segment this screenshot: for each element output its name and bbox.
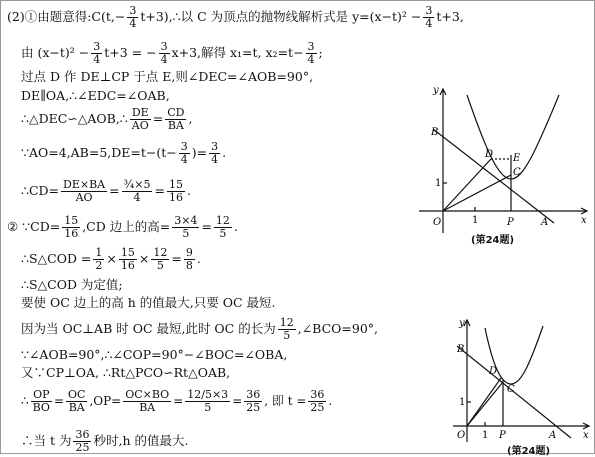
fraction: $\frac{3}{4}$ <box>160 40 168 66</box>
text: 由 (x−t)² − <box>21 45 90 60</box>
label-p: P <box>499 430 506 441</box>
line-14: 又∵CP⊥OA, ∴Rt△PCO∽Rt△OAB, <box>21 365 231 380</box>
line-16 <box>21 429 188 454</box>
text: = <box>173 394 184 408</box>
fraction: $\frac{9}{8}$ <box>185 246 193 272</box>
line-2 <box>21 41 323 66</box>
text: = <box>171 251 182 266</box>
fraction: $\frac{CD}{BA}$ <box>167 106 185 132</box>
figure-1-caption: (第24题) <box>471 235 515 246</box>
label-c: C <box>513 167 521 178</box>
fraction: $\frac{3}{4}$ <box>307 40 315 66</box>
text: ∵AO=4,AB=5,DE=t−(t− <box>21 145 177 160</box>
text: ,CD 边上的高= <box>82 219 171 234</box>
label-one-x: 1 <box>472 215 479 226</box>
label-e: E <box>513 153 521 164</box>
line-9 <box>21 247 201 272</box>
fraction: $\frac{3}{4}$ <box>425 4 433 30</box>
fraction: $\frac{DE}{AO}$ <box>131 106 149 132</box>
segment-oc <box>443 175 511 211</box>
line-12 <box>21 317 378 342</box>
text: = <box>53 394 65 408</box>
figure-2-graph <box>445 316 593 446</box>
fraction: $\frac{12}{5}$ <box>215 214 230 240</box>
label-c: C <box>507 384 515 395</box>
line-3: 过点 D 作 DE⊥CP 于点 E,则∠DEC=∠AOB=90°, <box>21 69 314 84</box>
fraction: $\frac{15}{16}$ <box>64 214 79 240</box>
line-15 <box>21 389 332 414</box>
text: t+3),∴以 C 为顶点的抛物线解析式是 y=(x−t)² − <box>140 9 422 24</box>
text: x+3,解得 x₁=t, x₂=t− <box>171 45 304 60</box>
fraction: $\frac{12/5\times 3}{5}$ <box>187 388 229 414</box>
line-7 <box>21 179 191 204</box>
line-11: 要使 OC 边上的高 h 的值最大,只要 OC 最短. <box>21 295 276 310</box>
text: . <box>233 219 238 234</box>
label-d: D <box>489 366 498 377</box>
line-4: DE∥OA,∴∠EDC=∠OAB, <box>21 88 170 103</box>
label-b: B <box>457 344 465 355</box>
fraction: $\frac{OC}{BA}$ <box>68 388 86 414</box>
label-p: P <box>507 217 514 228</box>
segment-od <box>443 159 491 211</box>
fraction: $\frac{3}{4}$ <box>180 140 188 166</box>
text: 秒时,h 的值最大. <box>93 433 189 448</box>
text: . <box>186 183 191 198</box>
text: = <box>232 394 243 408</box>
label-y: y <box>433 85 439 96</box>
figure-2-caption: (第24题) <box>507 446 551 457</box>
label-one-y: 1 <box>435 178 442 189</box>
segment-od <box>467 378 501 426</box>
label-a: A <box>541 217 549 228</box>
fraction: $\frac{OP}{BO}$ <box>32 388 50 414</box>
text: ,OP= <box>89 394 122 408</box>
text: )= <box>191 145 208 160</box>
fraction: $\frac{36}{25}$ <box>75 428 90 454</box>
fraction: $\frac{DE\times BA}{AO}$ <box>63 178 106 204</box>
text: ② ∵CD= <box>7 219 61 234</box>
text: = <box>152 111 164 126</box>
line-13: ∵∠AOB=90°,∴∠COP=90°−∠BOC=∠OBA, <box>21 347 288 362</box>
text: × <box>106 251 117 266</box>
text: ∴△DEC∽△AOB,∴ <box>21 111 128 126</box>
text: . <box>328 394 333 408</box>
label-b: B <box>431 127 439 138</box>
line-10: ∴S△COD 为定值; <box>21 277 123 292</box>
text: t+3 = − <box>104 45 157 60</box>
fraction: $\frac{15}{16}$ <box>168 178 183 204</box>
label-one-y: 1 <box>459 397 466 408</box>
text: ∴S△COD = <box>21 251 92 266</box>
text: , 即 t = <box>264 394 307 408</box>
text: . <box>196 251 201 266</box>
text: ∴ <box>21 394 29 408</box>
text: , <box>188 111 193 126</box>
fraction: $\frac{\text{¾×5}}{4}$ <box>123 178 151 204</box>
label-x: x <box>581 215 587 226</box>
label-o: O <box>433 217 442 228</box>
text: (2)①由题意得:C(t,− <box>7 9 126 24</box>
text: ; <box>318 45 323 60</box>
text: = <box>109 183 120 198</box>
line-8 <box>7 215 238 240</box>
label-d: D <box>485 149 494 160</box>
text: . <box>222 145 227 160</box>
text: × <box>138 251 150 266</box>
fraction: $\frac{12}{5}$ <box>153 246 168 272</box>
text: = <box>154 183 165 198</box>
line-5 <box>21 107 192 132</box>
label-y: y <box>459 318 465 329</box>
text: ∴当 t 为 <box>21 433 72 448</box>
text: = <box>201 219 212 234</box>
line-1 <box>7 5 464 30</box>
text: 因为当 OC⊥AB 时 OC 最短,此时 OC 的长为 <box>21 321 276 336</box>
figure-1-graph <box>409 83 591 243</box>
line-ab <box>433 129 554 223</box>
line-6 <box>21 141 226 166</box>
fraction: $\frac{OC\times BO}{BA}$ <box>125 388 170 414</box>
fraction: $\frac{12}{5}$ <box>279 316 294 342</box>
fraction: $\frac{36}{25}$ <box>246 388 261 414</box>
fraction: $\frac{3\times 4}{5}$ <box>174 214 198 240</box>
fraction: $\frac{15}{16}$ <box>120 246 135 272</box>
fraction: $\frac{3}{4}$ <box>93 40 101 66</box>
fraction: $\frac{3}{4}$ <box>129 4 137 30</box>
fraction: $\frac{36}{25}$ <box>310 388 325 414</box>
label-x: x <box>583 430 589 441</box>
text: ,∠BCO=90°, <box>297 321 378 336</box>
text: t+3, <box>436 9 464 24</box>
label-one-x: 1 <box>482 430 489 441</box>
label-o: O <box>457 430 466 441</box>
label-a: A <box>549 430 557 441</box>
fraction: $\frac{1}{2}$ <box>95 246 103 272</box>
segment-oc <box>467 382 503 426</box>
text: ∴CD= <box>21 183 60 198</box>
fraction: $\frac{3}{4}$ <box>211 140 219 166</box>
